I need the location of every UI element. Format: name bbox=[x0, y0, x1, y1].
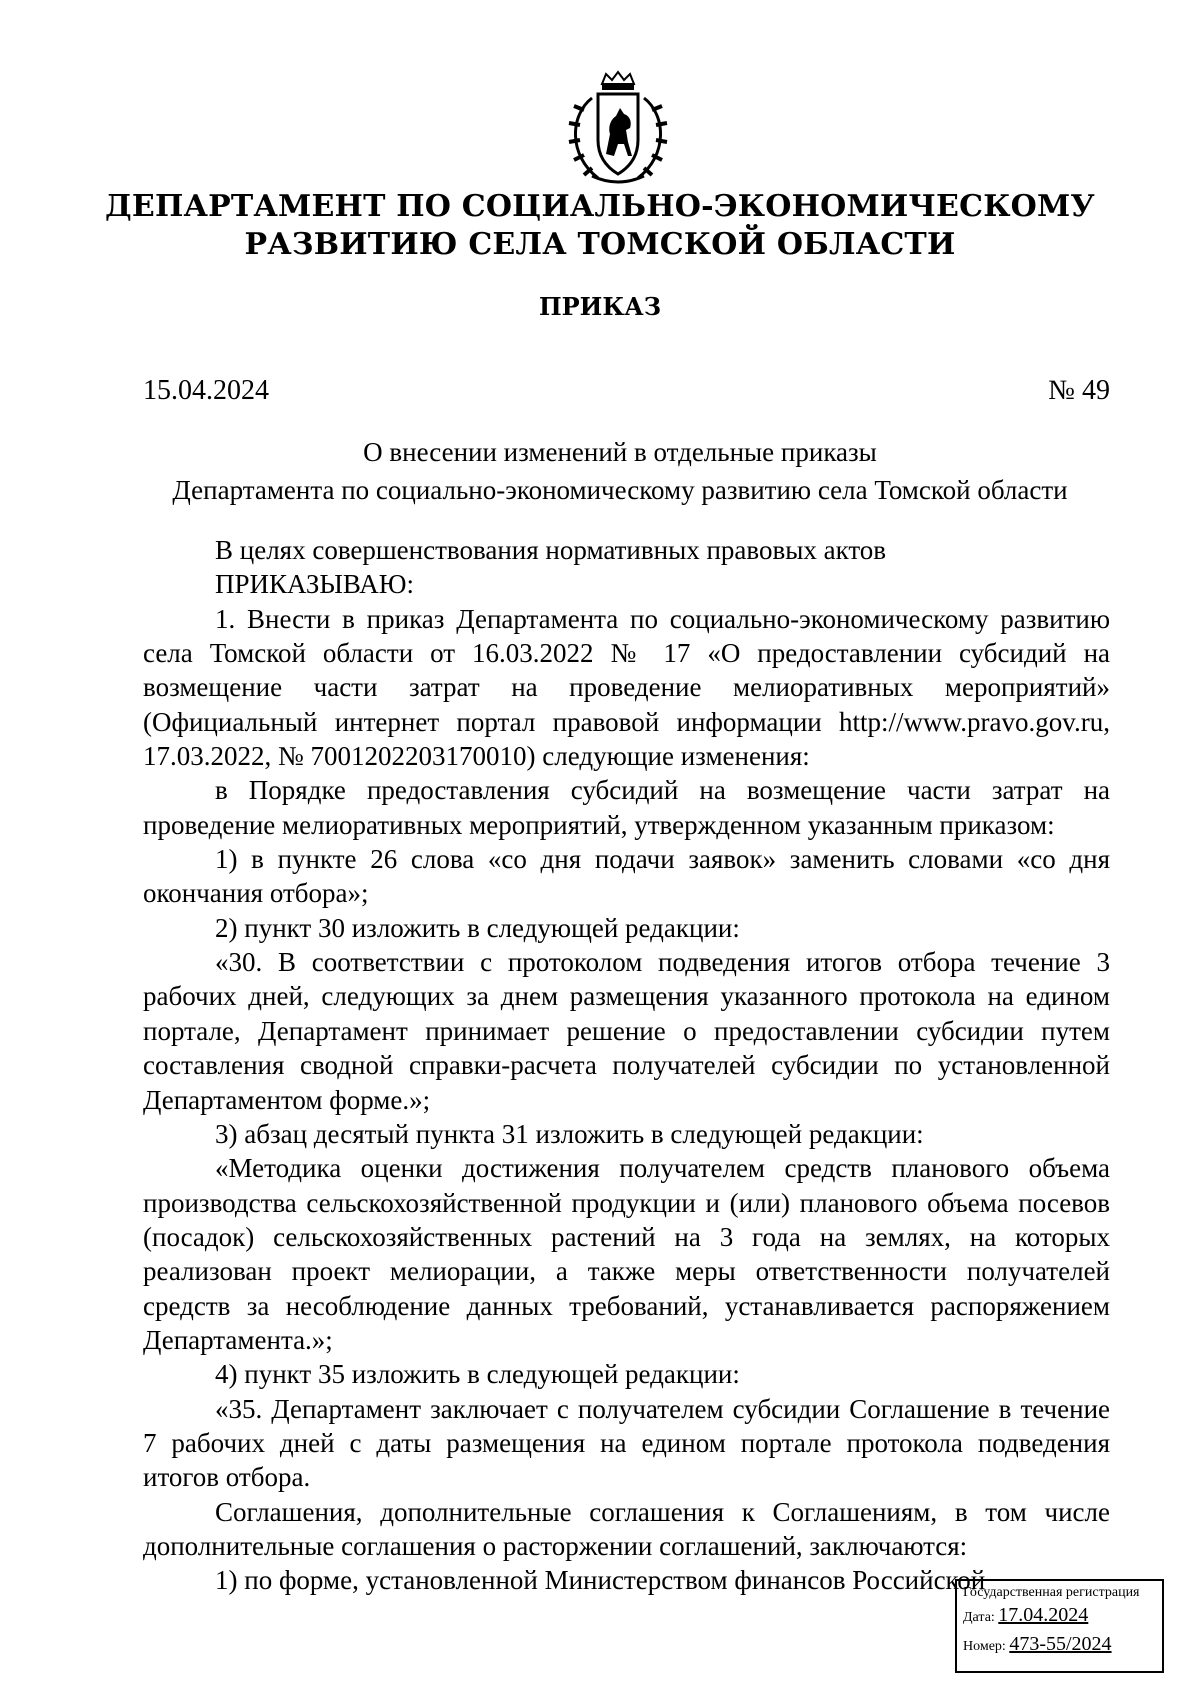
paragraph: 1. Внести в приказ Департамента по социально-экономическому развитию села Томской области от 16.03.2022 № 17 «О предоставлении субсидий на возмещение части затрат на проведение мелиоративных мероприятий» (Официальный интернет портал правовой информации http://www.pravo.gov.ru, 17.03.2022, № 7001202203170010) следующие изменения: bbox=[143, 603, 1110, 772]
order-number: № 49 bbox=[1048, 375, 1110, 406]
registration-stamp bbox=[955, 1579, 1164, 1673]
coat-of-arms-icon bbox=[562, 70, 674, 190]
department-title-line-2: РАЗВИТИЮ СЕЛА ТОМСКОЙ ОБЛАСТИ bbox=[244, 227, 956, 262]
paragraph: 4) пункт 35 изложить в следующей редакции: bbox=[215, 1359, 740, 1390]
paragraph: 1) в пункте 26 слова «со дня подачи заявок» заменить словами «со дня окончания отбора»; bbox=[143, 844, 1110, 909]
paragraph: «Методика оценки достижения получателем средств планового объема производства сельскохозяйственной продукции и (или) планового объема посевов (посадок) сельскохозяйственных растений на 3 года на землях, на которых реализован проект мелиорации, а также меры ответственности получателей средств за несоблюдение данных требований, устанавливается распоряжением Департамента.»; bbox=[143, 1153, 1110, 1355]
paragraph: Соглашения, дополнительные соглашения к Соглашениям, в том числе дополнительные соглашения о расторжении соглашений, заключаются: bbox=[143, 1496, 1110, 1561]
order-date: 15.04.2024 bbox=[143, 375, 269, 406]
department-title bbox=[100, 188, 1100, 264]
stamp-date-label: Дата: bbox=[963, 1610, 995, 1625]
order-subject-line-2: Департамента по социально-экономическому развитию села Томской области bbox=[172, 475, 1068, 505]
stamp-number-label: Номер: bbox=[963, 1639, 1006, 1654]
paragraph: 1) по форме, установленной Министерством финансов Российской bbox=[215, 1565, 986, 1596]
stamp-date-row bbox=[963, 1602, 1156, 1631]
paragraph: ПРИКАЗЫВАЮ: bbox=[215, 569, 414, 600]
order-subject-line-1: О внесении изменений в отдельные приказы bbox=[363, 437, 877, 467]
order-subject bbox=[120, 433, 1120, 509]
document-type: ПРИКАЗ bbox=[538, 292, 662, 321]
paragraph: 3) абзац десятый пункта 31 изложить в следующей редакции: bbox=[215, 1118, 924, 1149]
paragraph: в Порядке предоставления субсидий на возмещение части затрат на проведение мелиоративных мероприятий, утвержденном указанным приказом: bbox=[143, 775, 1110, 840]
order-body bbox=[143, 533, 1110, 1598]
paragraph: 2) пункт 30 изложить в следующей редакции: bbox=[215, 912, 740, 943]
paragraph: «30. В соответствии с протоколом подведения итогов отбора течение 3 рабочих дней, следующих за днем размещения указанного протокола на едином портале, Департамент принимает решение о предоставлении субсидии путем составления сводной справки-расчета получателей субсидии по установленной Департаментом форме.»; bbox=[143, 947, 1110, 1115]
paragraph: В целях совершенствования нормативных правовых актов bbox=[215, 535, 887, 565]
paragraph: «35. Департамент заключает с получателем субсидии Соглашение в течение 7 рабочих дней с даты размещения на едином портале протокола подведения итогов отбора. bbox=[143, 1393, 1110, 1493]
stamp-date-value: 17.04.2024 bbox=[998, 1604, 1089, 1626]
stamp-number-row bbox=[963, 1631, 1156, 1660]
stamp-title: Государственная регистрация bbox=[963, 1585, 1140, 1600]
department-title-line-1: ДЕПАРТАМЕНТ ПО СОЦИАЛЬНО-ЭКОНОМИЧЕСКОМУ bbox=[105, 189, 1095, 224]
stamp-number-value: 473-55/2024 bbox=[1009, 1633, 1112, 1655]
